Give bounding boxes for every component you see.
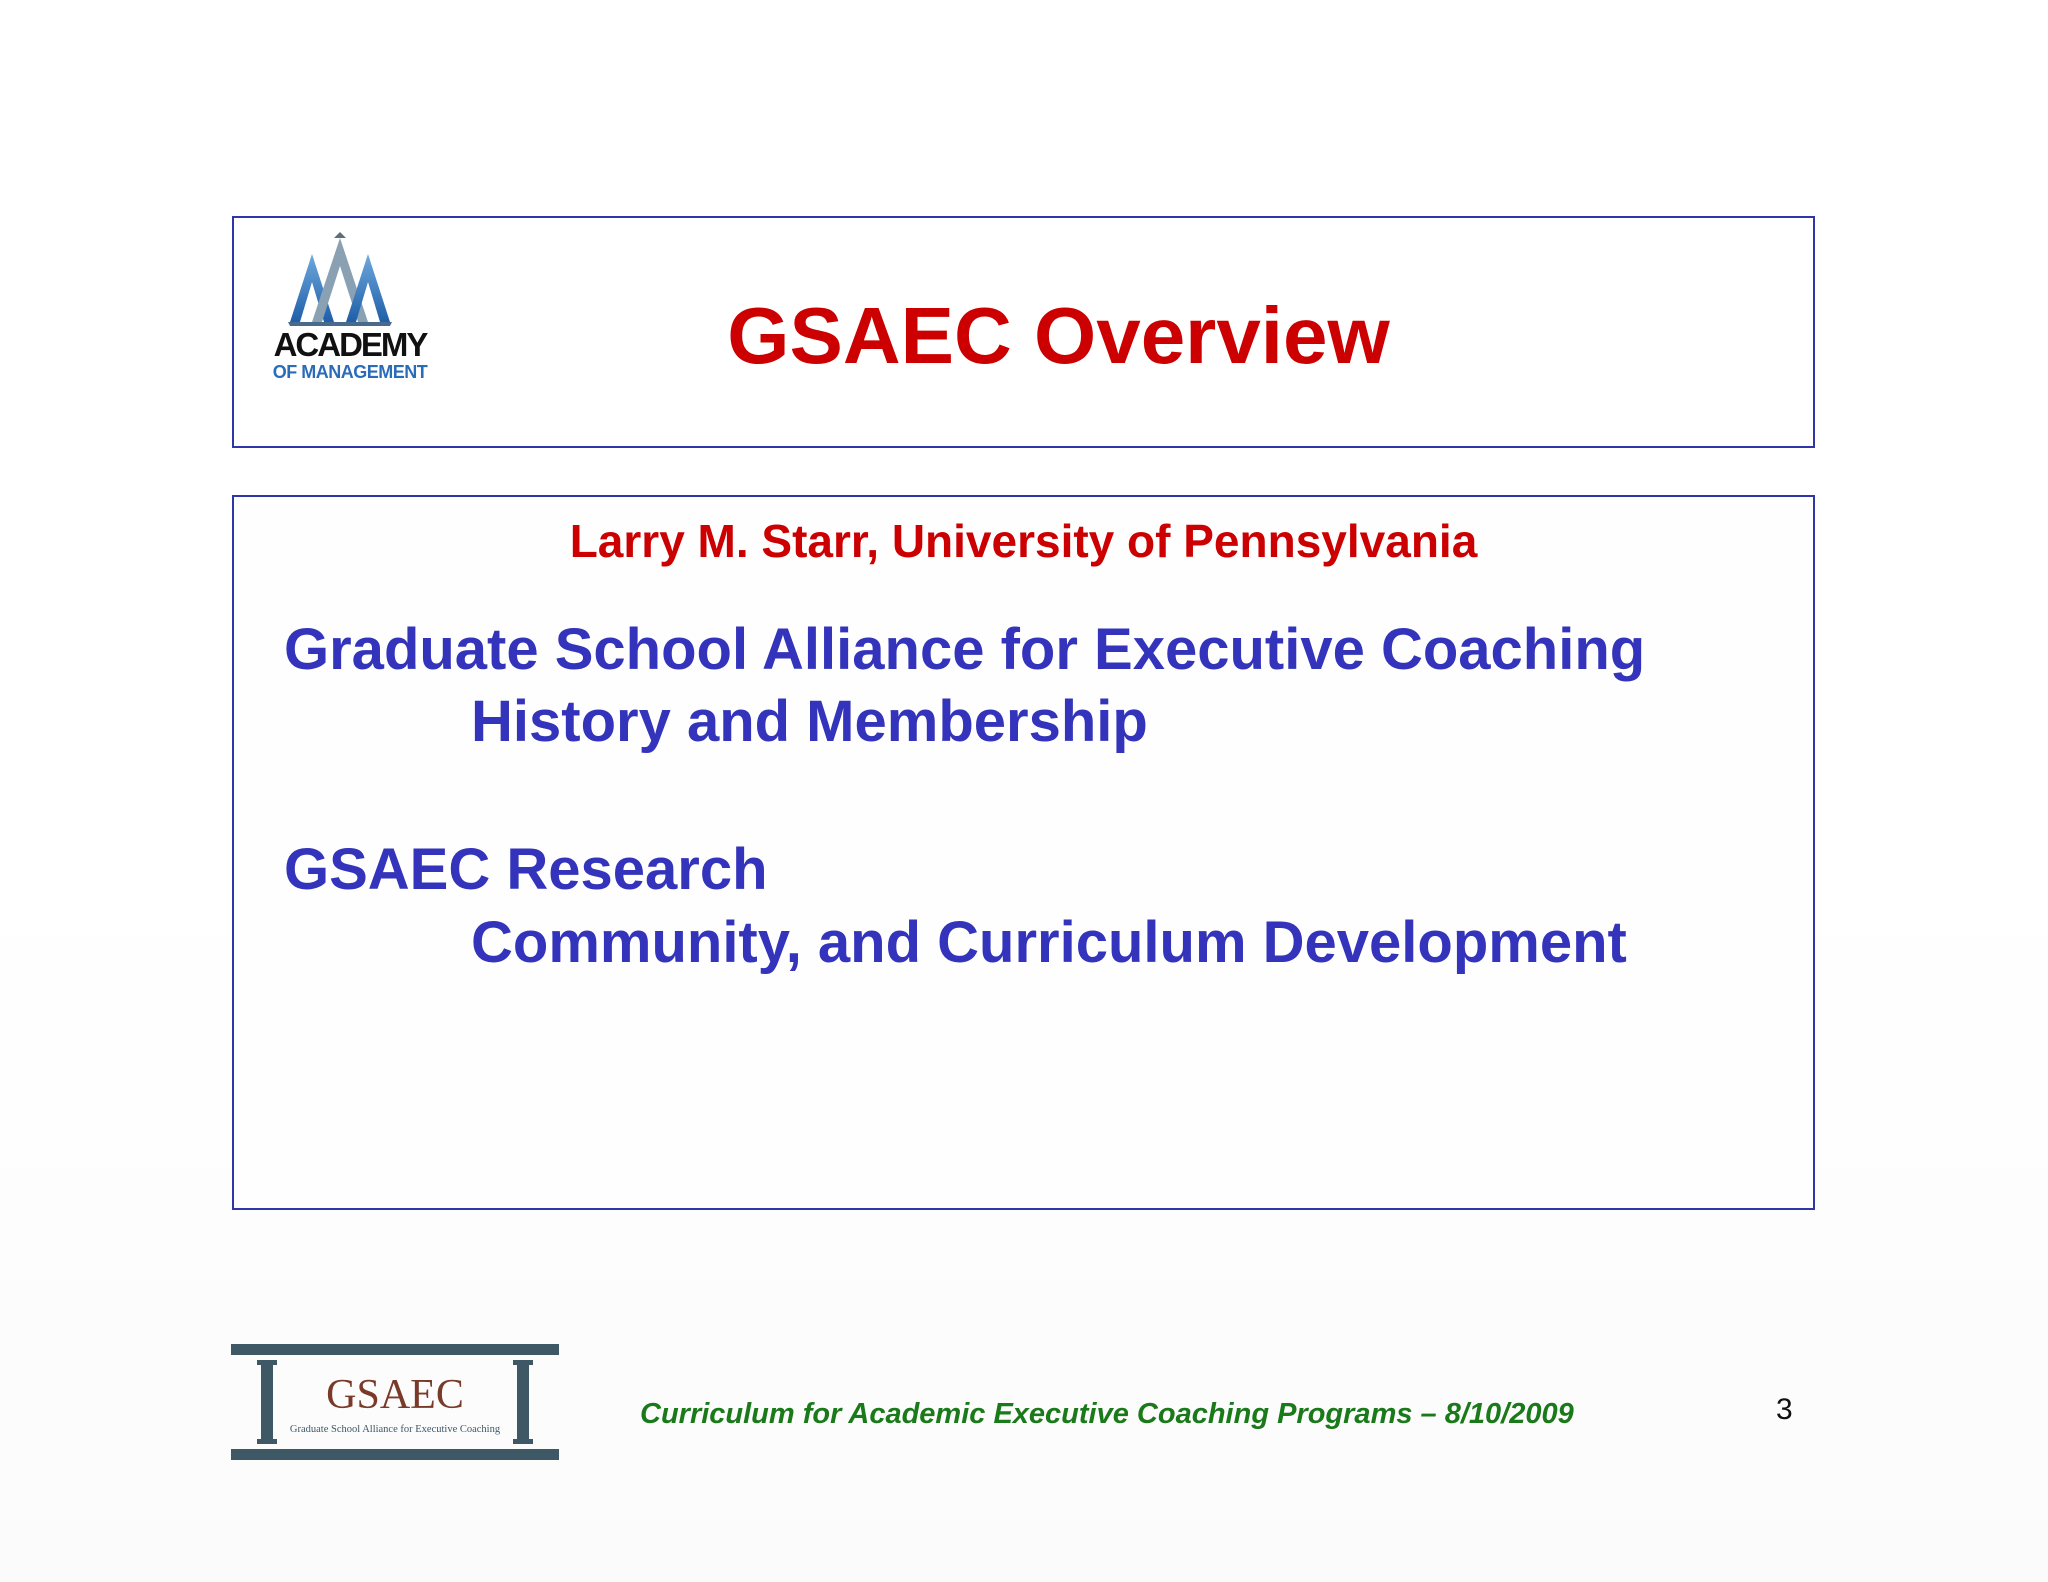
- right-column-icon: [513, 1360, 533, 1444]
- logo-text-bottom: OF MANAGEMENT: [272, 362, 428, 382]
- title-box: [232, 216, 1815, 448]
- gsaec-logo-title: GSAEC: [326, 1372, 464, 1418]
- logo-text-top: ACADEMY: [273, 326, 427, 363]
- slide-title: GSAEC Overview: [727, 291, 1390, 380]
- gsaec-logo-subtitle: Graduate School Alliance for Executive Coaching: [289, 1424, 501, 1435]
- page-number: 3: [1776, 1393, 1793, 1426]
- topic-subheading-history: History and Membership: [471, 689, 1148, 754]
- topic-heading-alliance: Graduate School Alliance for Executive Coaching: [284, 617, 1646, 682]
- footer-caption: Curriculum for Academic Executive Coaching Programs – 8/10/2009: [640, 1398, 1574, 1430]
- topic-heading-research: GSAEC Research: [284, 837, 768, 902]
- left-column-icon: [257, 1360, 277, 1444]
- topic-subheading-community: Community, and Curriculum Development: [471, 910, 1627, 975]
- content-box: [232, 495, 1815, 1210]
- author-line: Larry M. Starr, University of Pennsylvania: [569, 515, 1478, 567]
- gsaec-logo: [231, 1344, 559, 1460]
